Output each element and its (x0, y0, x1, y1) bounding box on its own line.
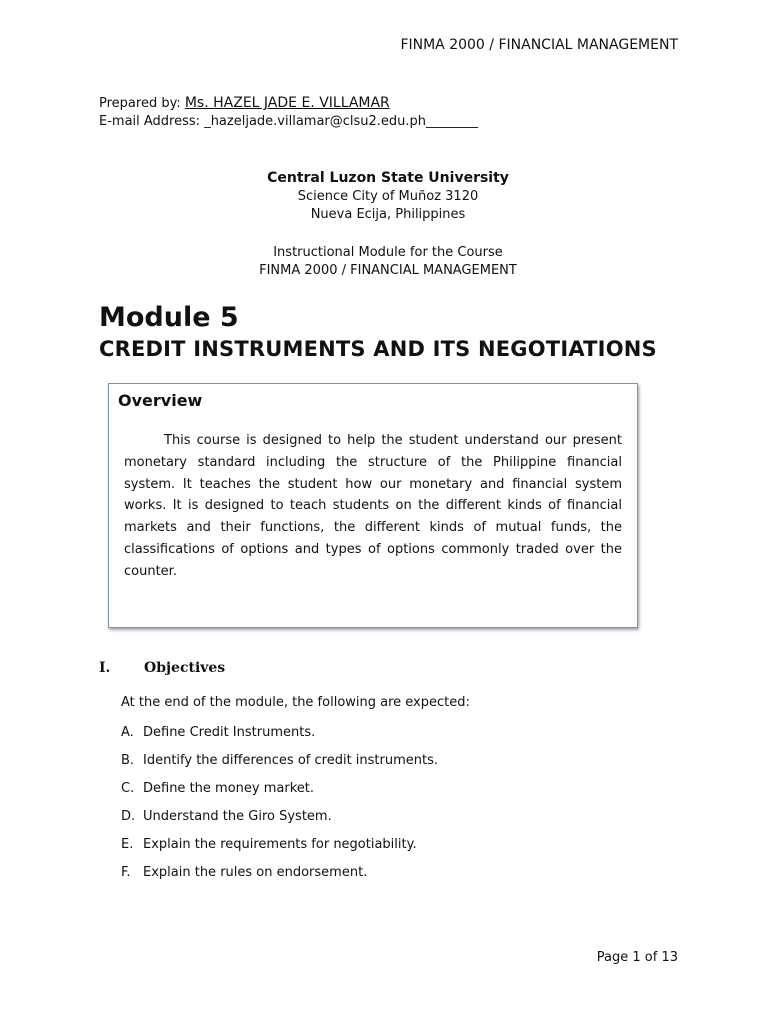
list-item-text: Define Credit Instruments. (143, 725, 316, 740)
list-item (121, 836, 417, 854)
list-item-letter: E. (121, 837, 134, 852)
module-for-label: Instructional Module for the Course (273, 245, 503, 260)
preparer-name: Ms. HAZEL JADE E. VILLAMAR (184, 95, 390, 111)
list-item (121, 808, 332, 826)
university-address-1: Science City of Muñoz 3120 (297, 189, 479, 204)
prepared-by-label: Prepared by: (99, 96, 185, 111)
section-number: I. (99, 660, 111, 676)
list-item-text: Understand the Giro System. (143, 809, 332, 824)
list-item (121, 724, 315, 742)
list-item (121, 752, 438, 770)
course-name: FINMA 2000 / FINANCIAL MANAGEMENT (259, 263, 517, 278)
list-item-letter: F. (121, 865, 131, 880)
university-address-2: Nueva Ecija, Philippines (310, 207, 466, 222)
prepared-by-line (99, 94, 390, 113)
list-item (121, 780, 314, 798)
list-item-letter: D. (121, 809, 136, 824)
list-item-text: Define the money market. (143, 781, 314, 796)
list-item-text: Explain the requirements for negotiability. (143, 837, 417, 852)
email-label: E-mail Address: (99, 114, 205, 129)
section-title: Objectives (144, 660, 226, 676)
university-name: Central Luzon State University (267, 170, 509, 186)
module-subtitle: CREDIT INSTRUMENTS AND ITS NEGOTIATIONS (99, 337, 657, 361)
list-item-letter: C. (121, 781, 135, 796)
overview-text: This course is designed to help the student understand our present monetary standard including the structure of the Philippine financial system. It teaches the student how our monetary and financial system works. It is designed to teach students on the different kinds of financial markets and their functions, the different kinds of mutual funds, the classifications of options and types of options commonly traded over the counter. (124, 433, 622, 579)
list-item-letter: B. (121, 753, 135, 768)
email-address[interactable]: _hazeljade.villamar@clsu2.edu.ph________ (204, 114, 479, 129)
page-number: Page 1 of 13 (596, 950, 678, 965)
list-item-text: Identify the differences of credit instruments. (143, 753, 439, 768)
email-line (99, 113, 478, 131)
objectives-intro: At the end of the module, the following are expected: (121, 695, 470, 710)
running-header: FINMA 2000 / FINANCIAL MANAGEMENT (400, 37, 678, 53)
list-item-text: Explain the rules on endorsement. (143, 865, 368, 880)
overview-heading: Overview (118, 391, 203, 410)
list-item (121, 864, 367, 882)
list-item-letter: A. (121, 725, 134, 740)
module-title: Module 5 (99, 302, 239, 333)
